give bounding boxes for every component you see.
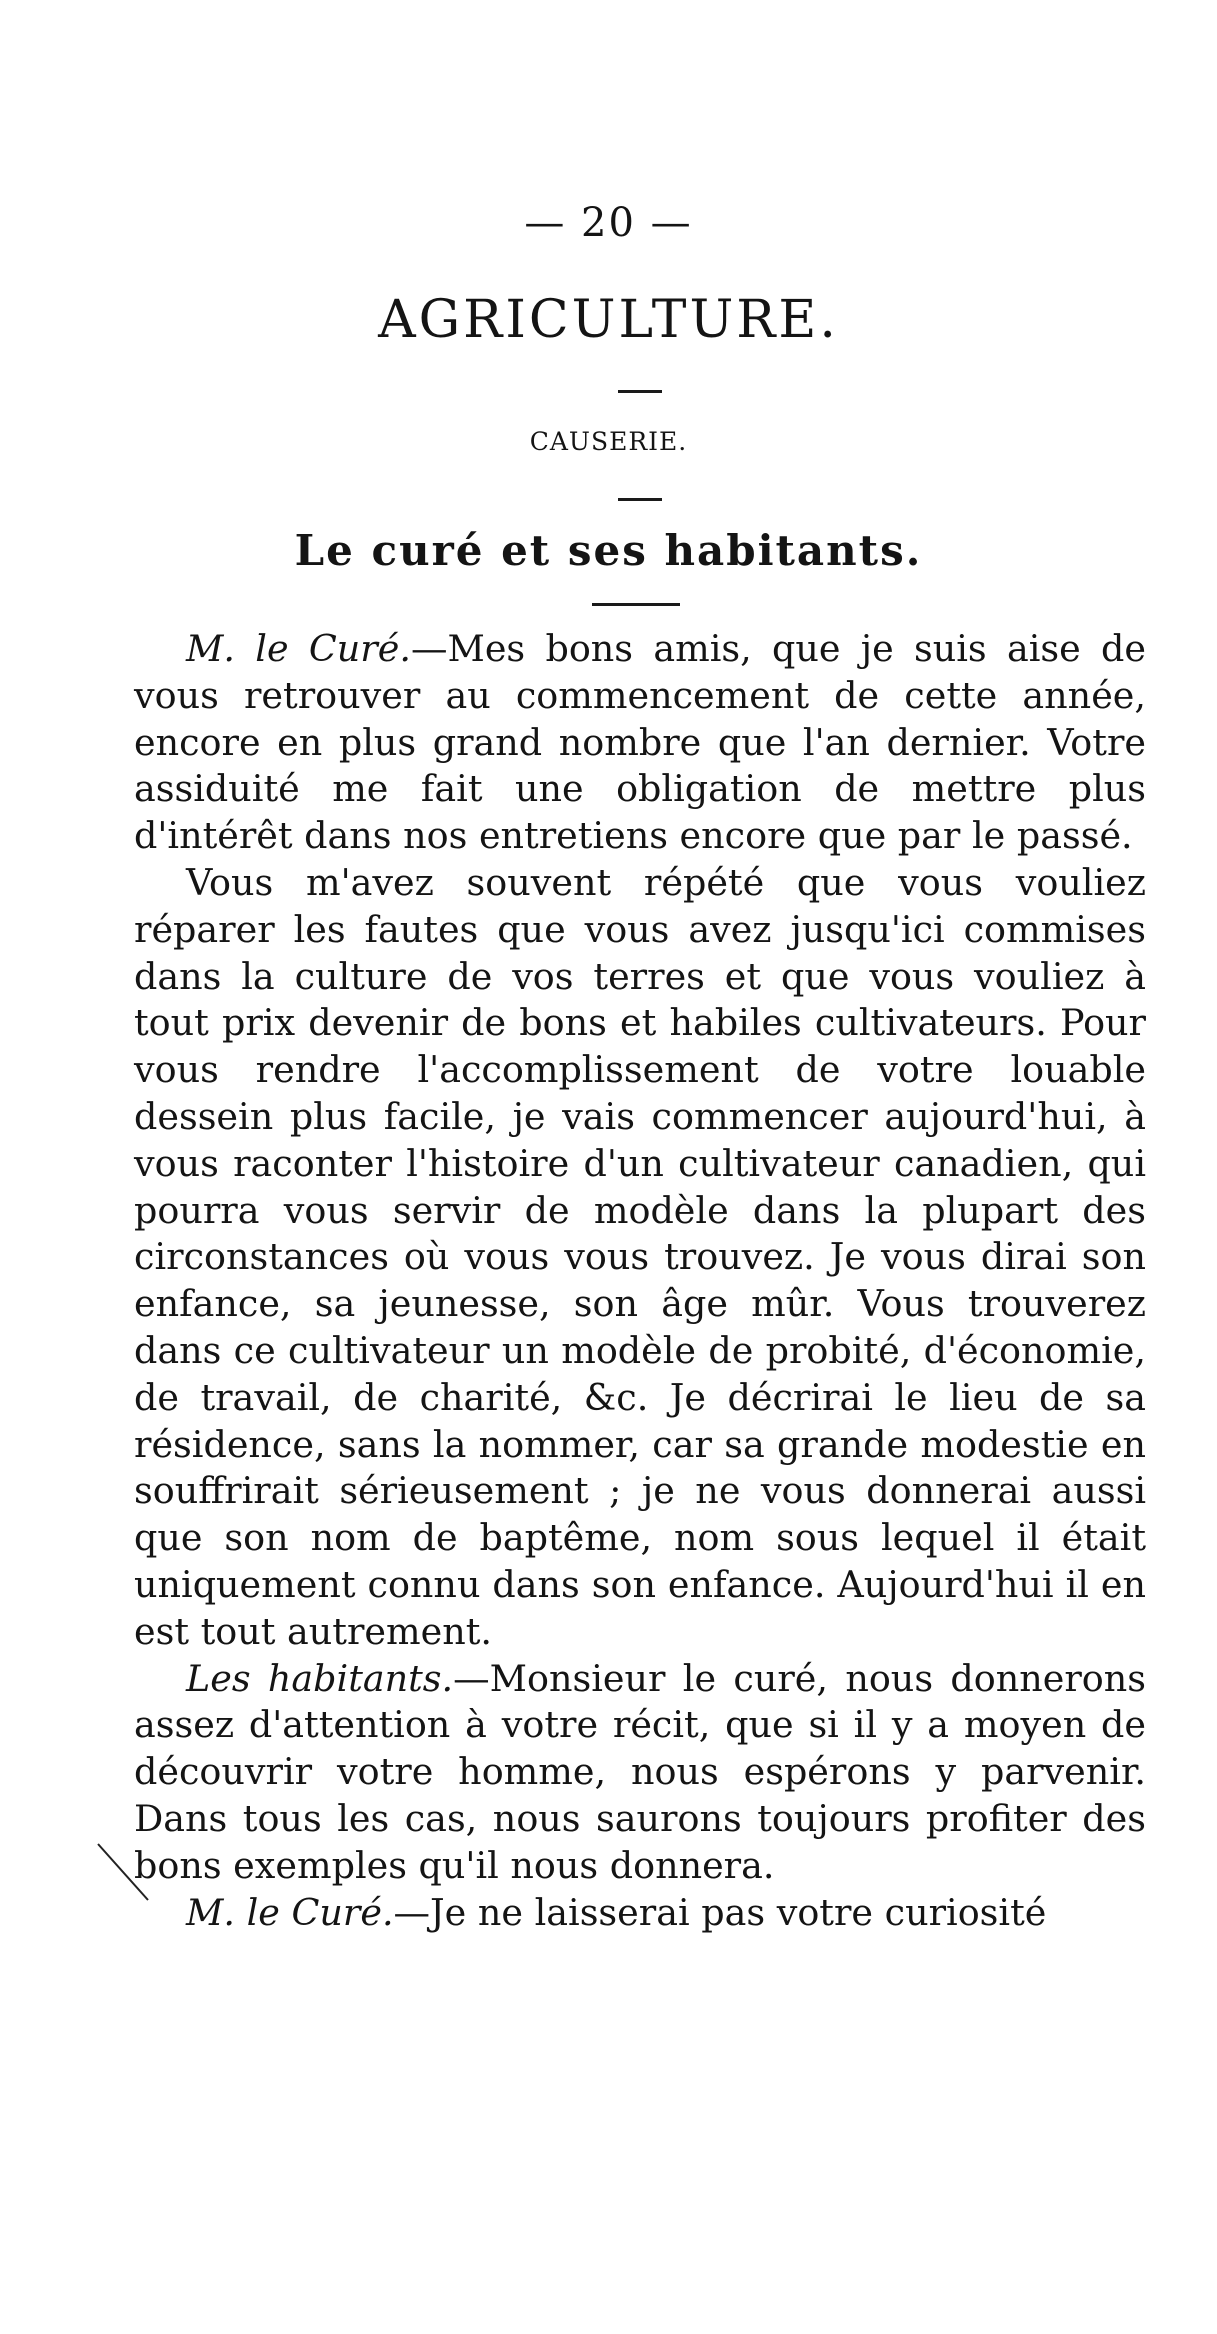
divider-rule [592,603,680,606]
body-text [134,626,1146,1936]
paragraph [134,1890,1146,1937]
speaker-label: Les habitants. [186,1656,454,1700]
divider-rule [618,390,662,393]
margin-pen-stroke [96,1842,156,1912]
paragraph [134,626,1146,860]
paragraph-text: —Je ne laisserai pas votre curiosité [393,1890,1047,1934]
section-label: CAUSERIE. [529,427,688,456]
section-subheading: Le curé et ses habitants. [294,526,923,575]
paragraph-text: —Mes bons amis, que je suis aise de vous retrouver au commencement de cette année, encore en plus grand nombre que l'an dernier. Votre assiduité me fait une obligation de mettre plus d'intérêt dans nos entretiens encore que par le passé. [134,627,1146,858]
paragraph-text: —Monsieur le curé, nous donnerons assez d'attention à votre récit, que si il y a moyen de découvrir votre homme, nous espérons y parvenir. Dans tous les cas, nous saurons toujours profiter des bons exemples qu'il nous donnera. [134,1656,1146,1887]
paragraph [134,1656,1146,1890]
speaker-label: M. le Curé. [186,1890,394,1934]
chapter-heading: AGRICULTURE. [378,290,839,350]
page-number: — 20 — [524,200,693,246]
speaker-label: M. le Curé. [186,627,411,670]
divider-rule [618,498,662,501]
paragraph-text: Vous m'avez souvent répété que vous vouliez réparer les fautes que vous avez jusqu'ici commises dans la culture de vos terres et que vous vouliez à tout prix devenir de bons et habiles cultivateurs. Pour vous rendre l'accomplissement de votre louable dessein plus facile, je vais commencer aujourd'hui, à vous raconter l'histoire d'un cultivateur canadien, qui pourra vous servir de modèle dans la plupart des circonstances où vous vous trouvez. Je vous dirai son enfance, sa jeunesse, son âge mûr. Vous trouverez dans ce cultivateur un modèle de probité, d'économie, de travail, de charité, &c. Je décrirai le lieu de sa résidence, sans la nommer, car sa grande modestie en souffrirait sérieusement ; je ne vous donnerai aussi que son nom de baptême, nom sous lequel il était uniquement connu dans son enfance. Aujourd'hui il en est tout autrement. [134,860,1146,1653]
paragraph [134,860,1146,1656]
